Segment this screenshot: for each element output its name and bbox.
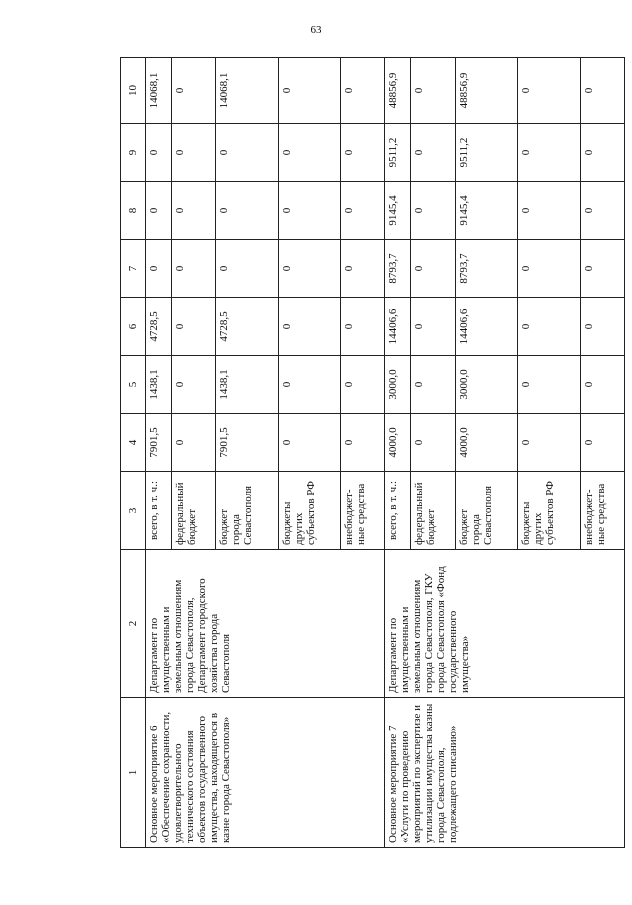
value-cell: 0 [411,58,455,124]
value-cell: 4000,0 [385,414,411,472]
table-row [146,58,172,848]
measure-name-cell: Основное мероприятие 7 «Услуги по проведению мероприятий по экспертизе и утилизации имущества казны города Севастополя, подлежащего списанию» [385,698,625,848]
value-cell: 0 [171,298,215,356]
value-cell: 0 [518,240,581,298]
value-cell: 0 [341,58,385,124]
value-cell: 9145,4 [385,182,411,240]
header-col-1: 1 [121,698,146,848]
value-cell: 3000,0 [385,356,411,414]
executor-cell: Департамент по имущественным и земельным отношениям города Севастополя, Департамент городского хозяйства города Севастополя [146,550,385,698]
value-cell: 0 [278,414,341,472]
value-cell: 0 [518,58,581,124]
value-cell: 0 [171,124,215,182]
value-cell: 14406,6 [385,298,411,356]
value-cell: 14068,1 [216,58,279,124]
value-cell: 0 [580,414,624,472]
value-cell: 0 [411,182,455,240]
value-cell: 0 [171,58,215,124]
value-cell: 0 [341,298,385,356]
value-cell: 0 [580,124,624,182]
value-cell: 0 [341,124,385,182]
value-cell: 1438,1 [146,356,172,414]
value-cell: 0 [518,124,581,182]
value-cell: 0 [171,240,215,298]
executor-cell: Департамент по имущественным и земельным отношениям города Севастополя, ГКУ города Севастополя «Фонд государственного имущества» [385,550,625,698]
value-cell: 0 [146,182,172,240]
value-cell: 0 [411,356,455,414]
funding-source-cell: бюджеты других субъектов РФ [278,472,341,550]
funding-source-cell: всего, в т. ч.: [146,472,172,550]
value-cell: 0 [580,356,624,414]
funding-source-cell: бюджет города Севастополя [455,472,518,550]
value-cell: 7901,5 [216,414,279,472]
value-cell: 0 [278,124,341,182]
header-col-2: 2 [121,550,146,698]
rotated-table-frame [120,58,625,848]
value-cell: 0 [278,182,341,240]
value-cell: 4728,5 [216,298,279,356]
header-col-8: 8 [121,182,146,240]
value-cell: 0 [278,356,341,414]
value-cell: 0 [171,182,215,240]
value-cell: 0 [341,414,385,472]
value-cell: 0 [216,240,279,298]
funding-source-cell: всего, в т. ч.: [385,472,411,550]
header-col-6: 6 [121,298,146,356]
value-cell: 0 [341,240,385,298]
value-cell: 7901,5 [146,414,172,472]
value-cell: 0 [580,298,624,356]
value-cell: 0 [518,182,581,240]
value-cell: 0 [216,182,279,240]
header-col-3: 3 [121,472,146,550]
value-cell: 14406,6 [455,298,518,356]
funding-source-cell: бюджет города Севастополя [216,472,279,550]
value-cell: 0 [411,124,455,182]
funding-table [120,57,625,848]
value-cell: 8793,7 [385,240,411,298]
measure-name-cell: Основное мероприятие 6 «Обеспечение сохранности, удовлетворительного технического состояния объектов государственного имущества, находящегося в казне города Севастополя» [146,698,385,848]
value-cell: 0 [518,298,581,356]
funding-source-cell: бюджеты других субъектов РФ [518,472,581,550]
value-cell: 4000,0 [455,414,518,472]
funding-source-cell: внебюджет-ные средства [580,472,624,550]
funding-source-cell: федеральный бюджет [411,472,455,550]
value-cell: 0 [518,356,581,414]
value-cell: 0 [580,58,624,124]
page-number: 63 [310,24,322,36]
value-cell: 0 [278,58,341,124]
value-cell: 0 [580,240,624,298]
header-col-9: 9 [121,124,146,182]
header-col-10: 10 [121,58,146,124]
value-cell: 9511,2 [455,124,518,182]
value-cell: 0 [146,124,172,182]
value-cell: 4728,5 [146,298,172,356]
value-cell: 1438,1 [216,356,279,414]
funding-source-cell: внебюджет-ные средства [341,472,385,550]
value-cell: 0 [580,182,624,240]
value-cell: 0 [411,298,455,356]
funding-source-cell: федеральный бюджет [171,472,215,550]
value-cell: 0 [278,240,341,298]
value-cell: 0 [171,356,215,414]
header-col-5: 5 [121,356,146,414]
value-cell: 0 [341,182,385,240]
value-cell: 3000,0 [455,356,518,414]
table-row [385,58,411,848]
value-cell: 0 [411,414,455,472]
value-cell: 9511,2 [385,124,411,182]
header-row [121,58,146,848]
value-cell: 0 [341,356,385,414]
header-col-7: 7 [121,240,146,298]
value-cell: 48856,9 [385,58,411,124]
value-cell: 48856,9 [455,58,518,124]
value-cell: 0 [171,414,215,472]
value-cell: 0 [146,240,172,298]
value-cell: 0 [278,298,341,356]
header-col-4: 4 [121,414,146,472]
value-cell: 9145,4 [455,182,518,240]
value-cell: 14068,1 [146,58,172,124]
rotated-table [120,58,625,848]
table-body [146,58,625,848]
value-cell: 0 [216,124,279,182]
value-cell: 0 [518,414,581,472]
value-cell: 8793,7 [455,240,518,298]
value-cell: 0 [411,240,455,298]
